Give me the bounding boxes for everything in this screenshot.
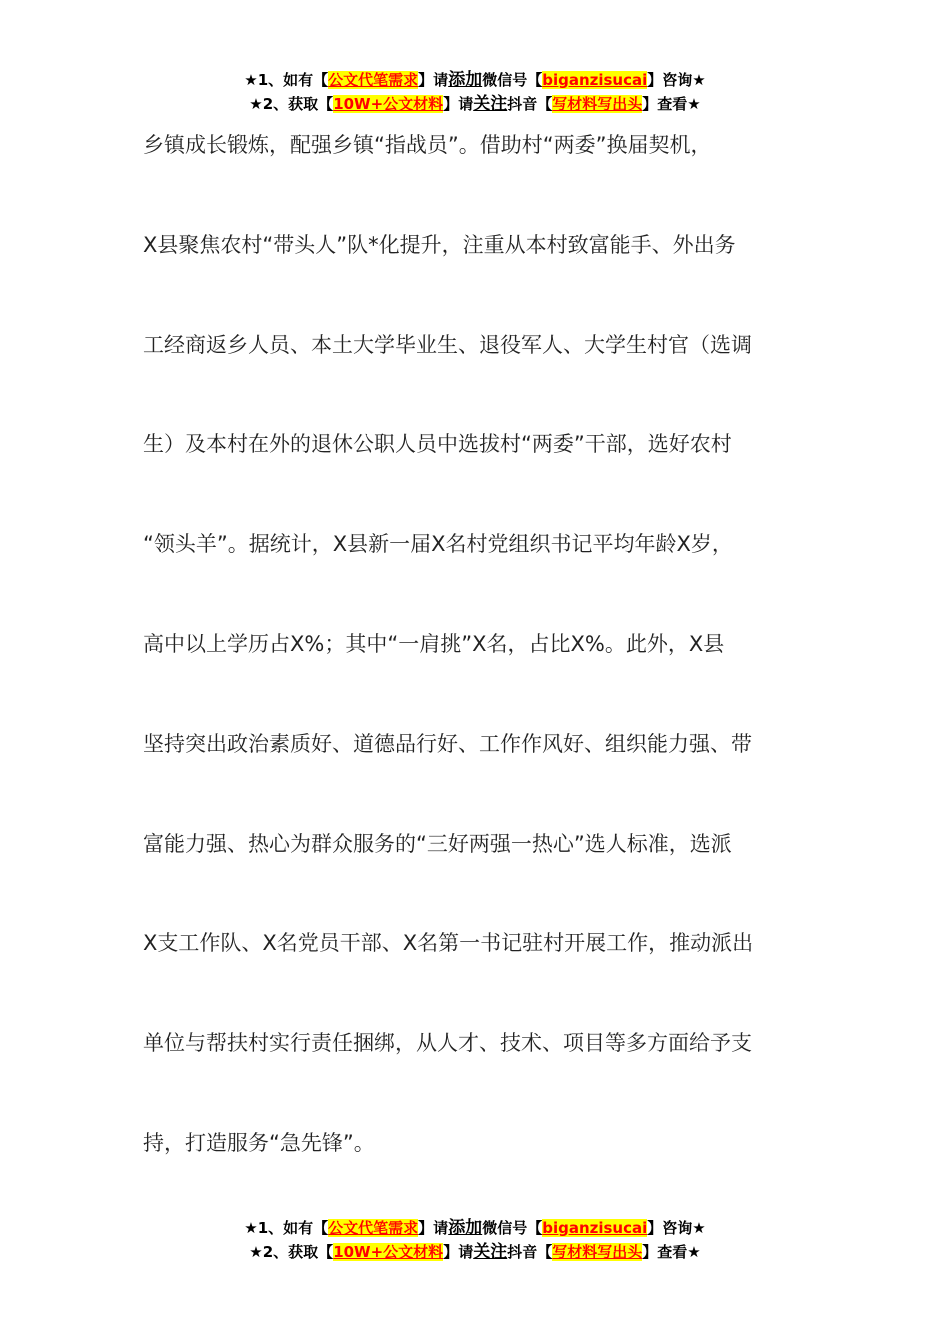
promo-highlight: 公文代笔需求: [328, 71, 419, 89]
promo-text: 微信号【: [482, 1219, 543, 1237]
body-line: 乡镇成长锻炼，配强乡镇“指战员”。借助村“两委”换届契机，: [143, 133, 712, 157]
promo-text: ★1、如有【: [244, 1219, 329, 1237]
promo-emphasis: 关注: [473, 94, 508, 114]
promo-text: 】请: [443, 1243, 474, 1261]
promo-emphasis: 关注: [473, 1242, 508, 1262]
top-promo-banner: [0, 68, 950, 116]
promo-text: ★2、获取【: [249, 95, 334, 113]
promo-text: ★1、如有【: [244, 71, 329, 89]
promo-wechat-id: biganzisucai: [542, 71, 648, 89]
body-line: 富能力强、热心为群众服务的“三好两强一热心”选人标准，选派: [143, 831, 732, 856]
body-line: “领头羊”。据统计，X县新一届X名村党组织书记平均年龄X岁，: [143, 532, 733, 557]
promo-text: 抖音【: [507, 95, 553, 113]
body-line: X县聚焦农村“带头人”队*化提升，注重从本村致富能手、外出务: [143, 232, 736, 257]
body-line: 持，打造服务“急先锋”。: [143, 1130, 375, 1155]
promo-text: 抖音【: [507, 1243, 553, 1261]
bottom-promo-banner: [0, 1216, 950, 1264]
body-line: 高中以上学历占X%；其中“一肩挑”X名，占比X%。此外，X县: [143, 631, 725, 656]
promo-text: 】咨询★: [647, 1219, 706, 1237]
promo-line-2: [0, 92, 950, 116]
promo-highlight: 公文代笔需求: [328, 1219, 419, 1237]
promo-douyin-account: 写材料写出头: [552, 1243, 643, 1261]
promo-line-1: [0, 68, 950, 92]
promo-text: 微信号【: [482, 71, 543, 89]
promo-text: 】咨询★: [647, 71, 706, 89]
promo-text: 】查看★: [642, 1243, 701, 1261]
promo-text: 】请: [418, 1219, 449, 1237]
promo-wechat-id: biganzisucai: [542, 1219, 648, 1237]
promo-line-2: [0, 1240, 950, 1264]
body-line: 单位与帮扶村实行责任捆绑，从人才、技术、项目等多方面给予支: [143, 1031, 752, 1056]
promo-emphasis: 添加: [448, 1218, 483, 1238]
body-line: X支工作队、X名党员干部、X名第一书记驻村开展工作，推动派出: [143, 931, 754, 956]
document-body: [143, 120, 833, 1218]
promo-highlight: 10W+公文材料: [333, 1243, 444, 1261]
promo-text: 】请: [443, 95, 474, 113]
promo-text: 】查看★: [642, 95, 701, 113]
body-line: 坚持突出政治素质好、道德品行好、工作作风好、组织能力强、带: [143, 731, 752, 756]
promo-emphasis: 添加: [448, 70, 483, 90]
body-line: 工经商返乡人员、本土大学毕业生、退役军人、大学生村官（选调: [143, 332, 752, 357]
promo-text: ★2、获取【: [249, 1243, 334, 1261]
promo-douyin-account: 写材料写出头: [552, 95, 643, 113]
promo-line-1: [0, 1216, 950, 1240]
promo-highlight: 10W+公文材料: [333, 95, 444, 113]
body-line: 生）及本村在外的退休公职人员中选拔村“两委”干部，选好农村: [143, 432, 732, 457]
promo-text: 】请: [418, 71, 449, 89]
